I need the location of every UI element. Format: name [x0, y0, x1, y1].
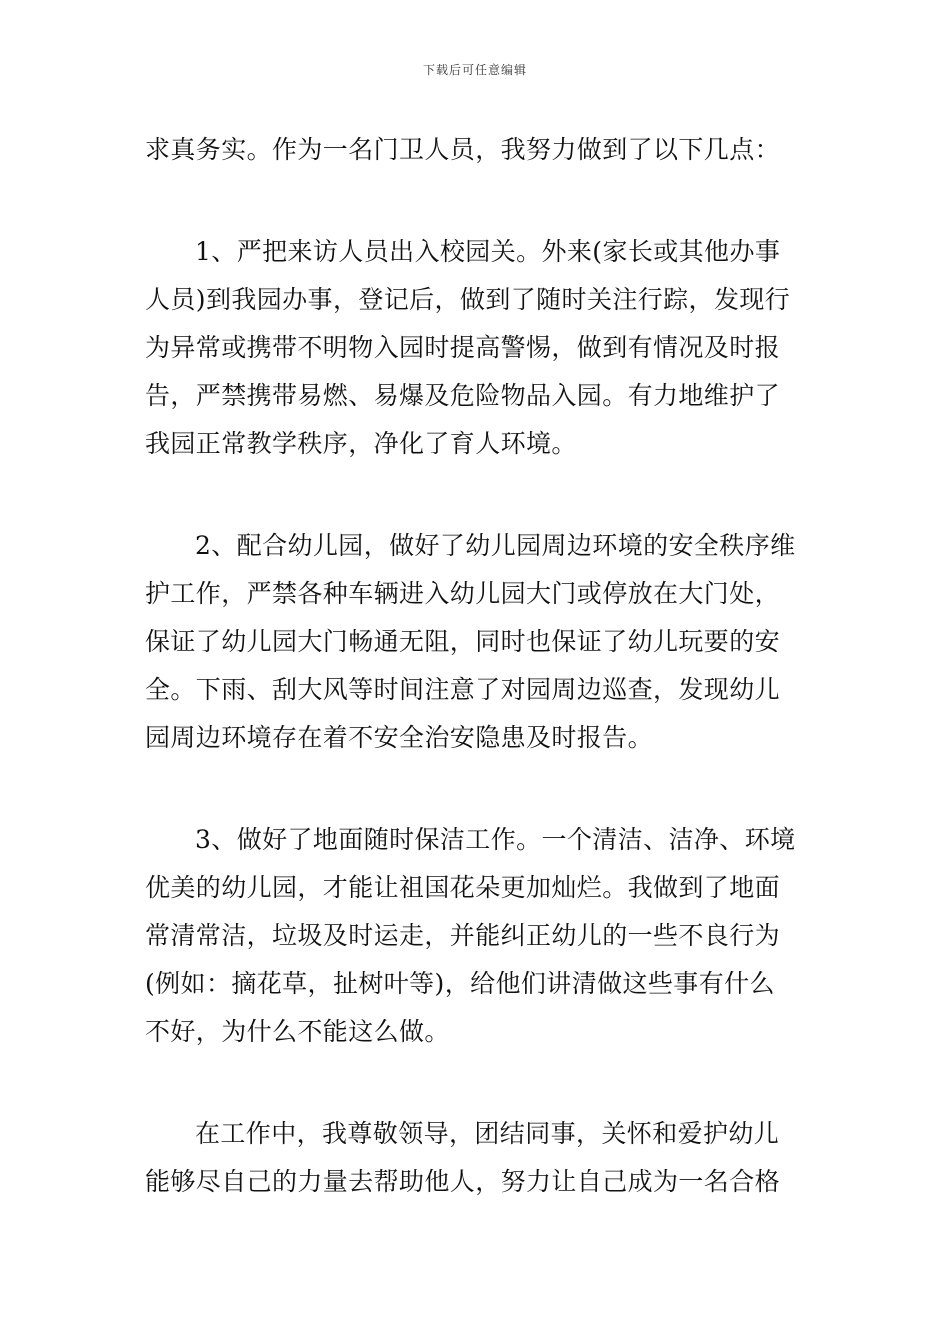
page-header: 下载后可任意编辑 — [422, 63, 527, 77]
paragraph-gap — [145, 1056, 810, 1110]
paragraph-line: 常清常洁，垃圾及时运走，并能纠正幼儿的一些不良行为 — [145, 921, 781, 950]
document-body — [145, 126, 810, 1206]
paragraph-line: 告，严禁携带易燃、易爆及危险物品入园。有力地维护了 — [145, 381, 781, 410]
paragraph-line: 护工作，严禁各种车辆进入幼儿园大门或停放在大门处， — [145, 579, 781, 608]
paragraph-gap — [145, 468, 810, 522]
paragraph-point-1 — [145, 228, 810, 468]
paragraph-line: 1、严把来访人员出入校园关。外来(家长或其他办事 — [195, 237, 781, 266]
paragraph-line: 我园正常教学秩序，净化了育人环境。 — [145, 429, 577, 458]
paragraph-line: 能够尽自己的力量去帮助他人，努力让自己成为一名合格 — [145, 1167, 781, 1196]
paragraph-line: 不好，为什么不能这么做。 — [145, 1017, 450, 1046]
paragraph-line: (例如：摘花草，扯树叶等)，给他们讲清做这些事有什么 — [145, 969, 775, 998]
paragraph-line: 全。下雨、刮大风等时间注意了对园周边巡查，发现幼儿 — [145, 675, 781, 704]
paragraph-line: 2、配合幼儿园，做好了幼儿园周边环境的安全秩序维 — [195, 531, 796, 560]
paragraph-intro — [145, 126, 810, 174]
paragraph-line: 优美的幼儿园，才能让祖国花朵更加灿烂。我做到了地面 — [145, 873, 781, 902]
paragraph-gap — [145, 762, 810, 816]
paragraph-line: 在工作中，我尊敬领导，团结同事，关怀和爱护幼儿 — [195, 1119, 780, 1148]
paragraph-line: 保证了幼儿园大门畅通无阻，同时也保证了幼儿玩要的安 — [145, 627, 781, 656]
paragraph-line: 求真务实。作为一名门卫人员，我努力做到了以下几点： — [145, 135, 781, 164]
paragraph-point-3 — [145, 816, 810, 1056]
paragraph-point-2 — [145, 522, 810, 762]
paragraph-line: 3、做好了地面随时保洁工作。一个清洁、洁净、环境 — [195, 825, 796, 854]
paragraph-gap — [145, 174, 810, 228]
paragraph-line: 园周边环境存在着不安全治安隐患及时报告。 — [145, 723, 654, 752]
paragraph-line: 人员)到我园办事，登记后，做到了随时关注行踪，发现行 — [145, 285, 791, 314]
paragraph-line: 为异常或携带不明物入园时提高警惕，做到有情况及时报 — [145, 333, 781, 362]
paragraph-closing — [145, 1110, 810, 1206]
